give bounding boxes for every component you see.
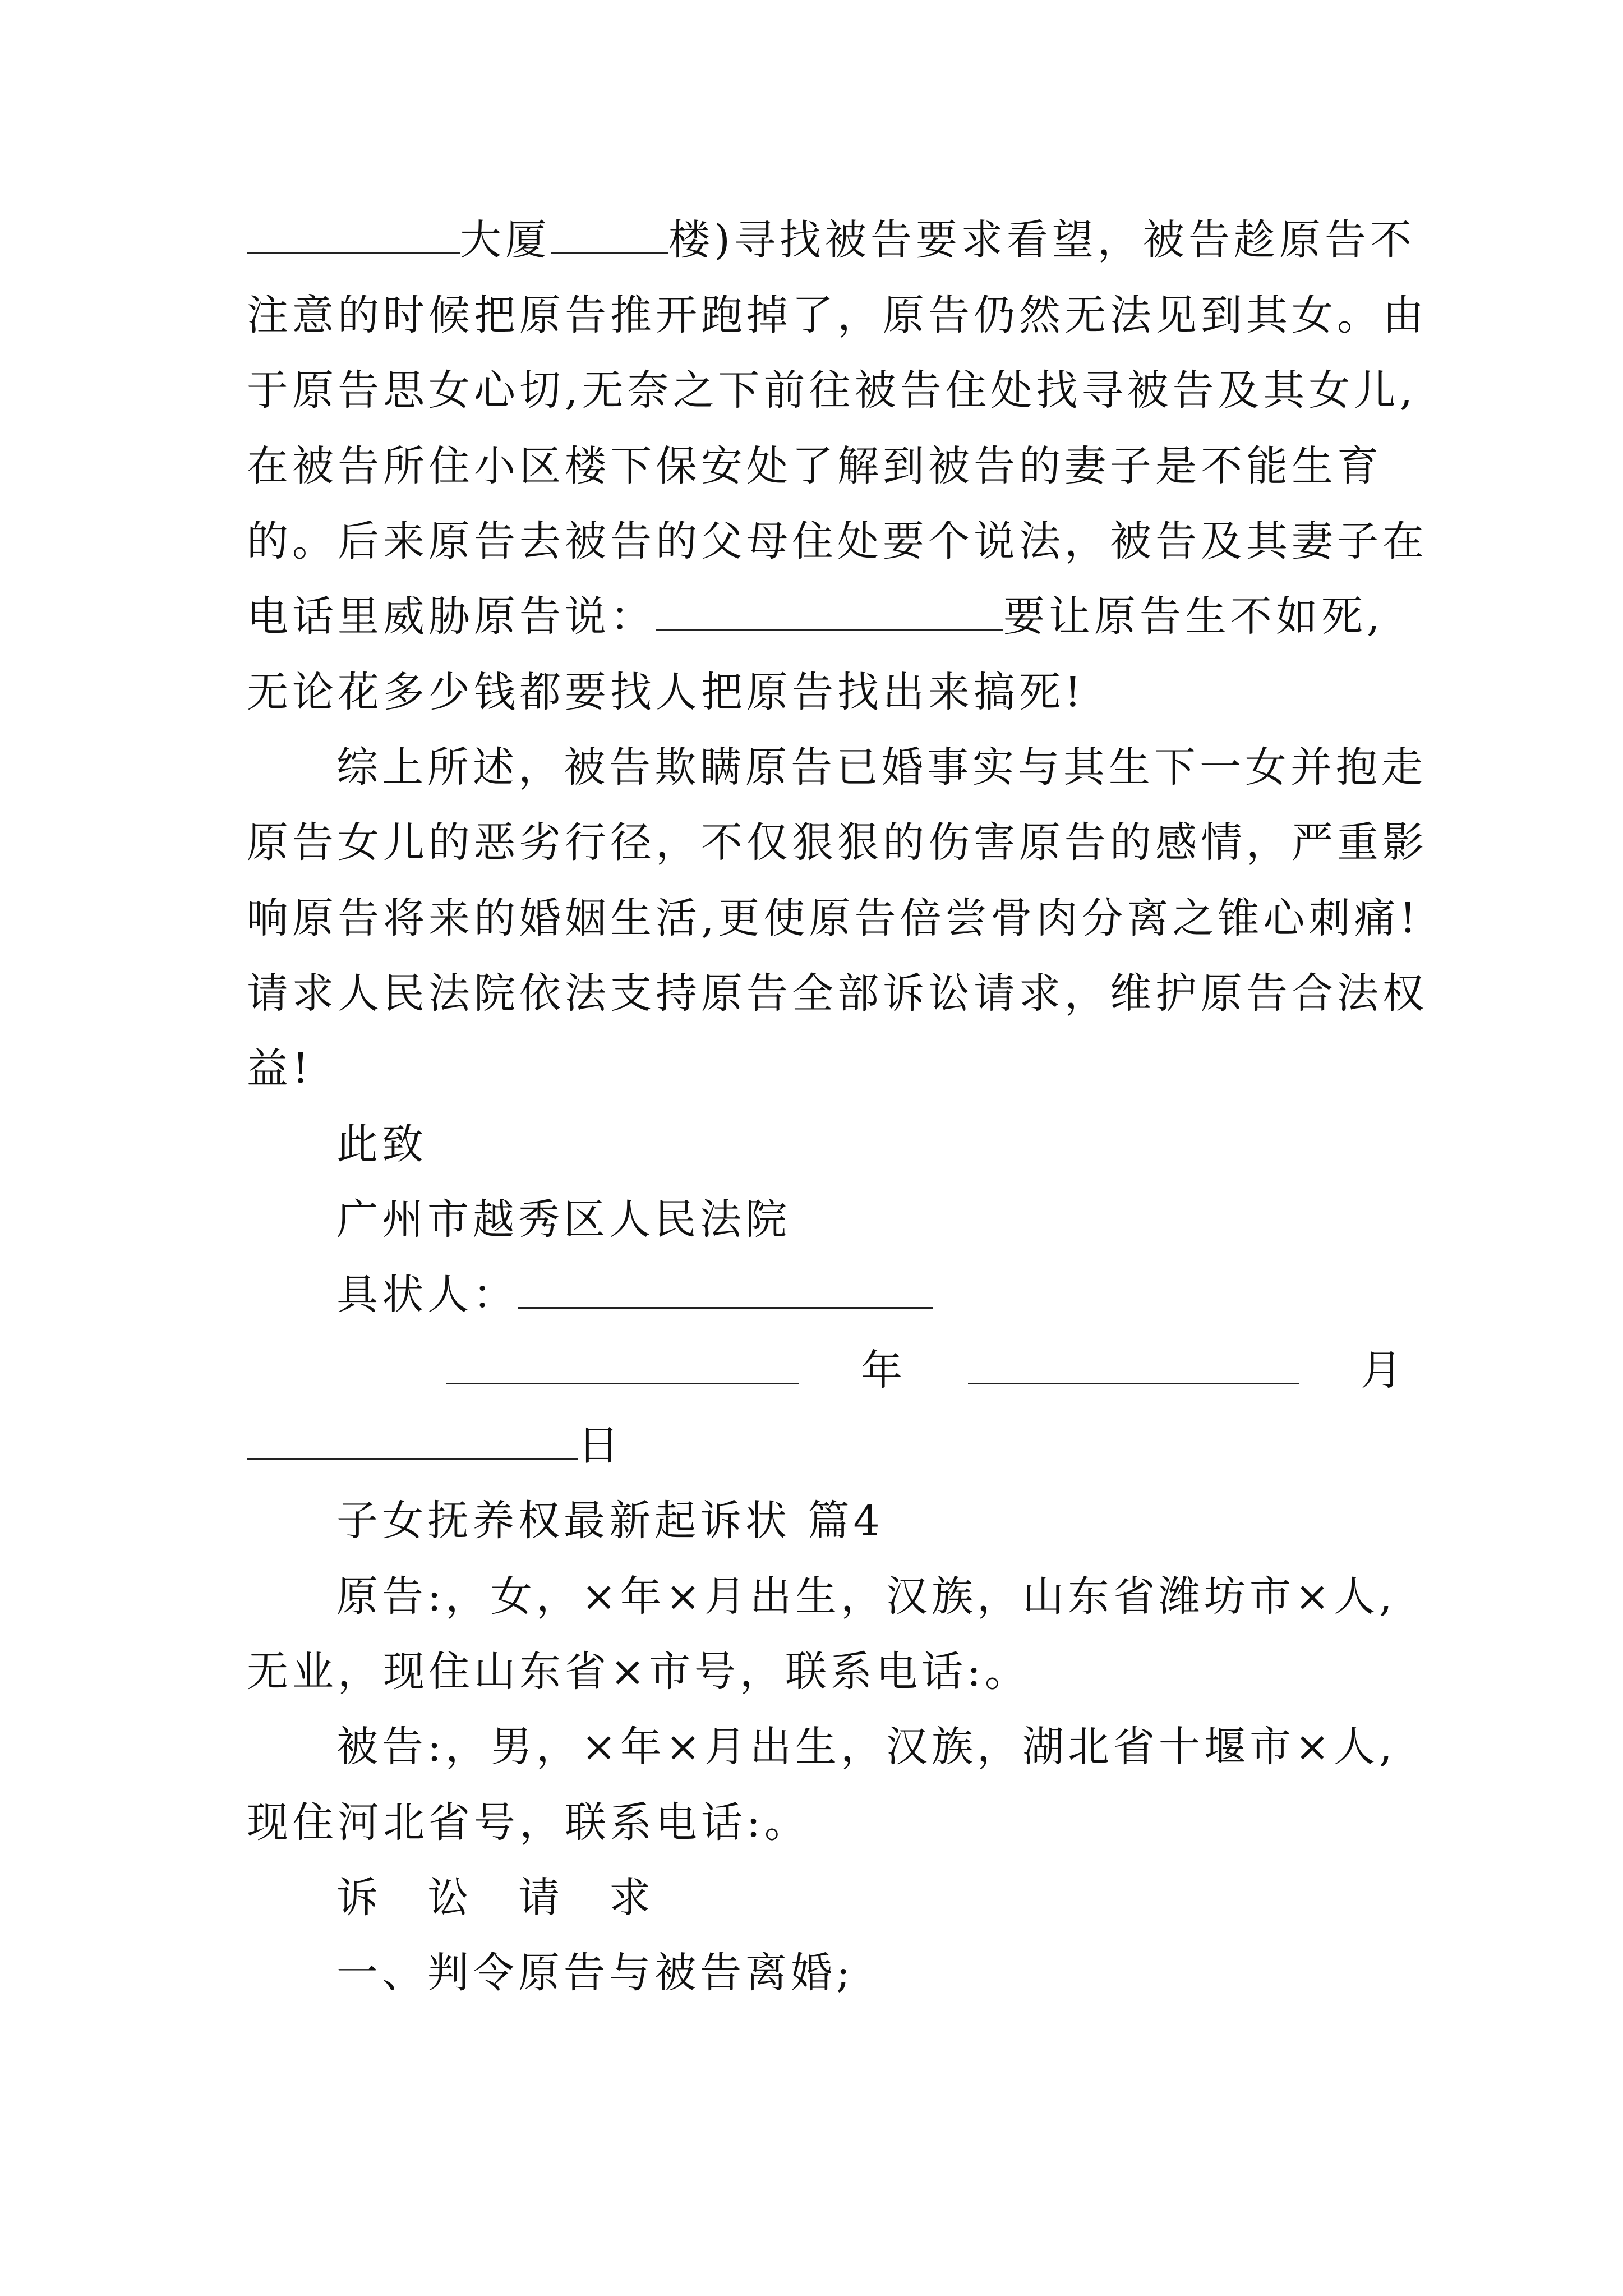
date-line [446, 1342, 1406, 1398]
paragraph-line: 的。后来原告去被告的父母住处要个说法，被告及其妻子在 [247, 517, 1428, 565]
signer-blank [518, 1267, 933, 1309]
paragraph-line: 注意的时候把原告推开跑掉了，原告仍然无法见到其女。由 [247, 291, 1428, 339]
fill-in-blank [656, 588, 1003, 631]
signer-label: 具状人： [336, 1271, 518, 1319]
claim-item: 一、判令原告与被告离婚; [336, 1949, 854, 1997]
text-segment: 楼)寻找被告要求看望，被告趁原告不 [668, 216, 1415, 264]
text-segment: 大厦 [460, 216, 551, 264]
text-segment: 电话里威胁原告说： [247, 592, 656, 641]
section-heading: 子女抚养权最新起诉状 篇4 [336, 1497, 884, 1545]
paragraph-line: 请求人民法院依法支持原告全部诉讼请求，维护原告合法权 [247, 969, 1428, 1018]
plaintiff-line: 原告:，女，×年×月出生，汉族，山东省潍坊市×人, [336, 1572, 1396, 1621]
paragraph-line: 原告女儿的恶劣行径，不仅狠狠的伤害原告的感情，严重影 [247, 818, 1428, 867]
month-label: 月 [1361, 1346, 1406, 1395]
year-label: 年 [861, 1346, 906, 1395]
fill-in-blank [247, 212, 460, 254]
day-label: 日 [578, 1421, 623, 1470]
paragraph-line [247, 212, 1415, 268]
day-blank [247, 1418, 578, 1460]
paragraph-line: 在被告所住小区楼下保安处了解到被告的妻子是不能生育 [247, 442, 1382, 490]
fill-in-blank [551, 212, 668, 254]
defendant-line: 现住河北省号，联系电话:。 [247, 1798, 810, 1847]
paragraph-line: 综上所述，被告欺瞒原告已婚事实与其生下一女并抱走 [336, 743, 1427, 792]
year-blank [446, 1342, 799, 1384]
paragraph-line: 无论花多少钱都要找人把原告找出来搞死! [247, 668, 1085, 716]
salutation: 此致 [336, 1120, 427, 1168]
court-name: 广州市越秀区人民法院 [336, 1195, 791, 1244]
paragraph-line: 响原告将来的婚姻生活,更使原告倍尝骨肉分离之锥心刺痛! [247, 894, 1421, 942]
text-segment: 要让原告生不如死, [1003, 592, 1384, 641]
day-line [247, 1418, 623, 1474]
month-blank [968, 1342, 1299, 1384]
paragraph-line [247, 588, 1384, 645]
plaintiff-line: 无业，现住山东省×市号，联系电话:。 [247, 1648, 1030, 1696]
claims-heading: 诉 讼 请 求 [336, 1874, 654, 1922]
signer-line [336, 1267, 933, 1323]
paragraph-line: 益! [247, 1045, 313, 1093]
paragraph-line: 于原告思女心切,无奈之下前往被告住处找寻被告及其女儿, [247, 366, 1417, 415]
defendant-line: 被告:，男，×年×月出生，汉族，湖北省十堰市×人, [336, 1723, 1396, 1771]
